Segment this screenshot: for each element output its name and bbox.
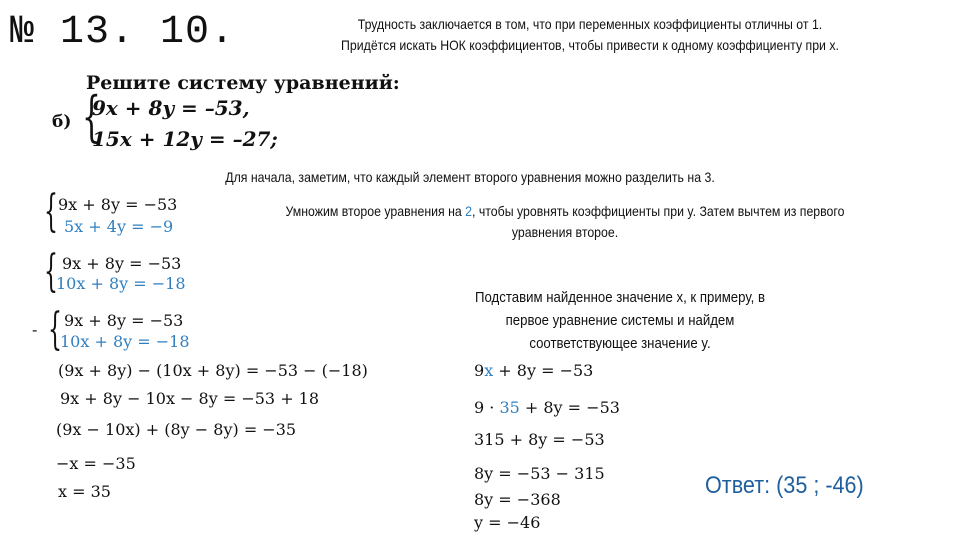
substitute-note-line-1: Подставим найденное значение x, к примеру, в — [475, 289, 765, 306]
system2-brace: { — [44, 246, 58, 297]
system1-equation-1: 9x + 8y = −53 — [58, 195, 178, 214]
intro-note-line-2: Придётся искать НОК коэффициентов, чтобы привести к одному коэффициенту при x. — [341, 37, 839, 53]
system3-equation-1: 9x + 8y = −53 — [64, 311, 184, 330]
system1-brace: { — [44, 186, 58, 237]
left-step-1: (9x + 8y) − (10x + 8y) = −53 − (−18) — [58, 361, 368, 380]
right-step-1-coef: 9 — [474, 361, 485, 380]
intro-note-line-1: Трудность заключается в том, что при переменных коэффициенты отличны от 1. — [357, 16, 823, 32]
task-heading: Решите систему уравнений: — [86, 72, 400, 94]
left-step-3: (9x − 10x) + (8y − 8y) = −35 — [56, 420, 297, 439]
system3-equation-2: 10x + 8y = −18 — [60, 332, 190, 351]
system3-brace: { — [48, 304, 62, 355]
left-step-5: x = 35 — [58, 482, 111, 501]
answer: Ответ: (35 ; -46) — [705, 472, 864, 499]
multiply-factor: 2 — [465, 203, 473, 219]
right-step-2-coef: 9 · — [474, 398, 500, 417]
right-step-1-variable: x — [484, 361, 494, 380]
substitute-note-line-2: первое уравнение системы и найдем — [505, 312, 735, 329]
right-step-3: 315 + 8y = −53 — [474, 430, 605, 449]
task-system-brace: { — [82, 85, 101, 148]
right-step-5: 8y = −368 — [474, 490, 561, 509]
multiply-note — [261, 201, 868, 243]
system1-equation-2: 5x + 4y = −9 — [64, 217, 174, 236]
right-step-6: y = −46 — [474, 513, 541, 532]
right-step-1 — [474, 361, 593, 380]
substitute-note-line-3: соответствующее значение y. — [529, 335, 711, 352]
multiply-note-text-end: , чтобы уровнять коэффициенты при y. Затем вычтем из первого — [472, 203, 845, 219]
left-step-4: −x = −35 — [56, 454, 136, 473]
left-step-2: 9x + 8y − 10x − 8y = −53 + 18 — [60, 389, 320, 408]
system2-equation-1: 9x + 8y = −53 — [62, 254, 182, 273]
subtraction-sign: - — [32, 320, 38, 339]
multiply-note-line-1 — [261, 201, 868, 222]
task-equation-1: 9x + 8y = –53, — [92, 96, 250, 120]
right-step-2-value: 35 — [499, 398, 520, 417]
right-step-4: 8y = −53 − 315 — [474, 464, 605, 483]
multiply-note-text-start: Умножим второе уравнения на — [285, 203, 466, 219]
page-title: № 13. 10. — [10, 10, 236, 55]
right-step-2 — [474, 398, 620, 417]
divide-note: Для начала, заметим, что каждый элемент второго уравнения можно разделить на 3. — [225, 169, 715, 185]
intro-note — [326, 14, 854, 56]
right-step-2-rest: + 8y = −53 — [519, 398, 620, 417]
task-equation-2: 15x + 12y = –27; — [92, 127, 278, 151]
right-step-1-rest: + 8y = −53 — [493, 361, 594, 380]
substitute-note — [444, 286, 796, 355]
task-letter: б) — [52, 112, 72, 132]
system2-equation-2: 10x + 8y = −18 — [56, 274, 186, 293]
multiply-note-line-2: уравнения второе. — [511, 224, 619, 240]
